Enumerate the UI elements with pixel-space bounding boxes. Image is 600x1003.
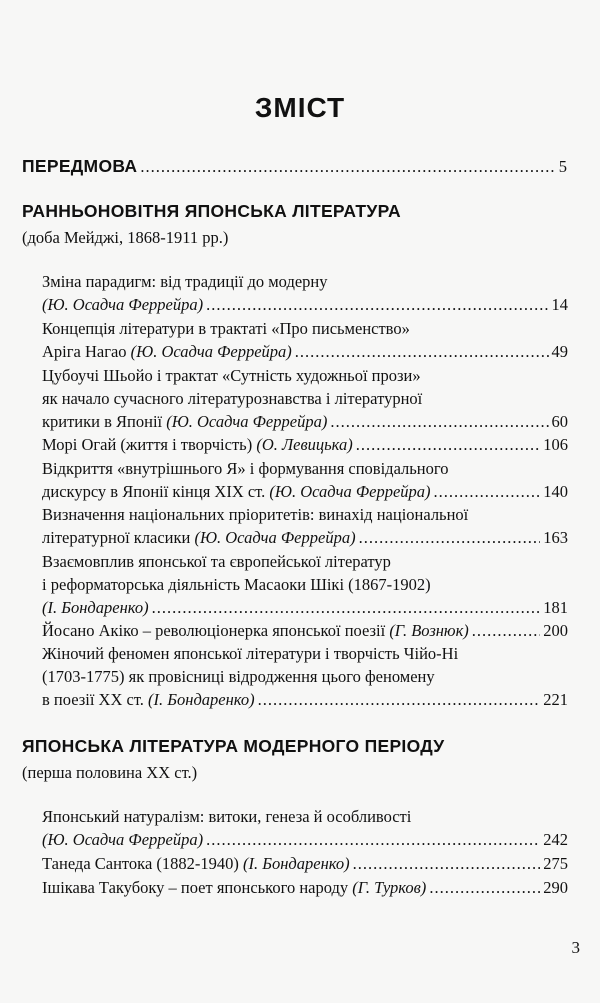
toc-entry[interactable] — [42, 597, 568, 619]
toc-entry-author: (Г. Турков) — [352, 878, 427, 897]
toc-entry[interactable] — [42, 341, 568, 363]
toc-entry-title: Йосано Акіко – революціонерка японської поезії — [42, 621, 386, 640]
toc-entry-page: 60 — [551, 412, 568, 431]
page-title: ЗМІСТ — [254, 92, 346, 123]
toc-entry-page: 14 — [551, 295, 568, 314]
toc-entry[interactable] — [42, 434, 568, 456]
toc-entry[interactable] — [42, 877, 568, 899]
toc-entry-title: Японський натуралізм: витоки, генеза й особливості — [42, 807, 412, 826]
toc-entry-title: Жіночий феномен японської літератури і творчість Чійо-Ні — [42, 644, 459, 663]
toc-entry-author: (І. Бондаренко) — [42, 598, 149, 617]
leader-dots — [359, 527, 541, 549]
leader-dots — [434, 481, 541, 503]
toc-entry[interactable] — [42, 527, 568, 549]
leader-dots — [353, 853, 541, 875]
leader-dots — [429, 877, 540, 899]
toc-entry-title: дискурсу в Японії кінця ХІХ ст. — [42, 482, 266, 501]
leader-dots — [206, 294, 548, 316]
toc-entry-title: Аріга Нагао — [42, 342, 127, 361]
toc-entry-title: Цубоучі Шьойо і трактат «Сутність художньої прози» — [42, 366, 421, 385]
toc-entry-author: (Ю. Осадча Феррейра) — [269, 482, 431, 501]
toc-entry[interactable] — [42, 853, 568, 875]
toc-entry-page: 242 — [543, 830, 568, 849]
toc-entry-title: Визначення національних пріоритетів: винахід національної — [42, 505, 469, 524]
toc-entry[interactable] — [42, 829, 568, 851]
toc-entry[interactable] — [42, 411, 568, 433]
toc-entry-title: Танеда Сантока (1882-1940) — [42, 854, 239, 873]
toc-entry-title: Зміна парадигм: від традиції до модерну — [42, 272, 328, 291]
toc-entry-page: 181 — [543, 598, 568, 617]
toc-entry[interactable] — [42, 689, 568, 711]
leader-dots — [206, 829, 540, 851]
leader-dots — [356, 434, 541, 456]
toc-entry-page: 200 — [543, 621, 568, 640]
toc-entry-title: критики в Японії — [42, 412, 163, 431]
section-heading: ЯПОНСЬКА ЛІТЕРАТУРА МОДЕРНОГО ПЕРІОДУ — [22, 736, 445, 756]
toc-entry-title: літературної класики — [42, 528, 191, 547]
toc-entry-author: (Ю. Осадча Феррейра) — [42, 295, 204, 314]
leader-dots — [140, 156, 555, 178]
toc-preface[interactable] — [22, 155, 567, 178]
section-heading: РАННЬОНОВІТНЯ ЯПОНСЬКА ЛІТЕРАТУРА — [22, 201, 401, 221]
toc-entry-page: 290 — [543, 878, 568, 897]
toc-entry-title: в поезії ХХ ст. — [42, 690, 144, 709]
section-subheading: (доба Мейджі, 1868-1911 рр.) — [22, 228, 229, 247]
leader-dots — [330, 411, 548, 433]
toc-entry-title: і реформаторська діяльність Масаоки Шікі (1867-1902) — [42, 575, 431, 594]
toc-entry-page: 221 — [543, 690, 568, 709]
toc-entry-author: (Ю. Осадча Феррейра) — [130, 342, 292, 361]
toc-entry-page: 275 — [543, 854, 568, 873]
toc-entry[interactable] — [42, 481, 568, 503]
toc-entry-title: Взаємовплив японської та європейської літератур — [42, 552, 391, 571]
toc-entry-author: (І. Бондаренко) — [243, 854, 350, 873]
toc-entry-title: як начало сучасного літературознавства і літературної — [42, 389, 423, 408]
preface-page: 5 — [558, 157, 567, 176]
toc-entry-title: Відкриття «внутрішнього Я» і формування сповідального — [42, 459, 449, 478]
toc-entry-page: 49 — [551, 342, 568, 361]
preface-label: ПЕРЕДМОВА — [22, 156, 138, 176]
leader-dots — [472, 620, 540, 642]
toc-entry[interactable] — [42, 620, 568, 642]
leader-dots — [295, 341, 549, 363]
leader-dots — [152, 597, 541, 619]
toc-entry-author: (О. Левицька) — [256, 435, 353, 454]
toc-entry-author: (Ю. Осадча Феррейра) — [194, 528, 356, 547]
leader-dots — [258, 689, 541, 711]
toc-entry-page: 106 — [543, 435, 568, 454]
toc-entry-author: (Ю. Осадча Феррейра) — [166, 412, 328, 431]
toc-entry-title: Ішікава Такубоку – поет японського народу — [42, 878, 349, 897]
toc-entry-page: 163 — [543, 528, 568, 547]
toc-entry-author: (І. Бондаренко) — [148, 690, 255, 709]
page-number: 3 — [571, 938, 580, 957]
toc-entry-title: Морі Огай (життя і творчість) — [42, 435, 253, 454]
section-subheading: (перша половина ХХ ст.) — [22, 763, 198, 782]
toc-entry-author: (Г. Вознюк) — [389, 621, 469, 640]
toc-entry-author: (Ю. Осадча Феррейра) — [42, 830, 204, 849]
toc-entry-title: Концепція літератури в трактаті «Про письменство» — [42, 319, 410, 338]
toc-entry[interactable] — [42, 294, 568, 316]
toc-entry-page: 140 — [543, 482, 568, 501]
toc-entry-title: (1703-1775) як провісниці відродження цього феномену — [42, 667, 435, 686]
